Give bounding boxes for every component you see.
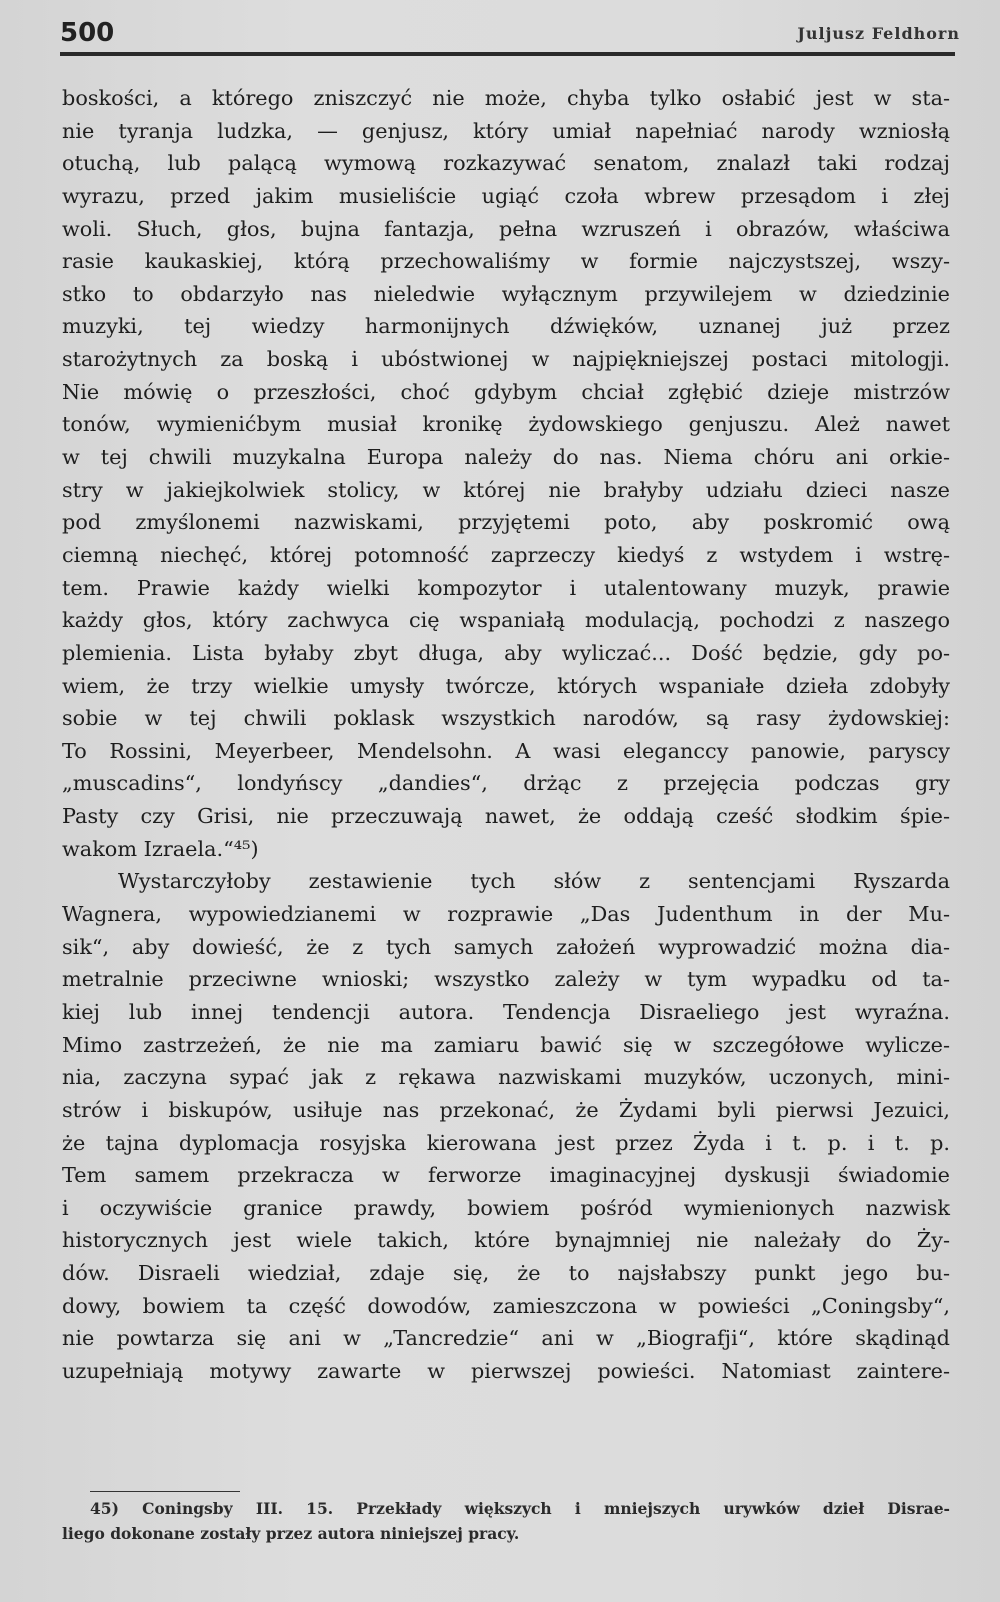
- body-line: stko to obdarzyło nas nieledwie wyłącznym przywilejem w dziedzinie: [62, 281, 950, 306]
- body-line: kiej lub innej tendencji autora. Tendencja Disraeliego jest wyraźna.: [62, 999, 950, 1024]
- body-line: historycznych jest wiele takich, które bynajmniej nie należały do Ży-: [62, 1228, 950, 1253]
- body-line: że tajna dyplomacja rosyjska kierowana jest przez Żyda i t. p. i t. p.: [62, 1130, 950, 1155]
- footnotes: [62, 1496, 950, 1546]
- body-line: nia, zaczyna sypać jak z rękawa nazwiskami muzyków, uczonych, mini-: [62, 1065, 950, 1090]
- body-line: wyrazu, przed jakim musieliście ugiąć czoła wbrew przesądom i złej: [62, 183, 950, 208]
- body-line: sik“, aby dowieść, że z tych samych założeń wyprowadzić można dia-: [62, 934, 950, 959]
- body-line: i oczywiście granice prawdy, bowiem pośród wymienionych nazwisk: [62, 1195, 950, 1220]
- running-head: Juljusz Feldhorn: [797, 24, 960, 43]
- body-line: Nie mówię o przeszłości, choć gdybym chciał zgłębić dzieje mistrzów: [62, 379, 950, 404]
- body-line: plemienia. Lista byłaby zbyt długa, aby wyliczać... Dość będzie, gdy po-: [62, 640, 950, 665]
- footnote-line: 45) Coningsby III. 15. Przekłady większych i mniejszych urywków dzieł Disrae-: [90, 1499, 950, 1518]
- body-line: wakom Izraela.“⁴⁵): [62, 836, 259, 861]
- body-line: uzupełniają motywy zawarte w pierwszej powieści. Natomiast zaintere-: [62, 1358, 950, 1383]
- body-text: [62, 82, 950, 1388]
- body-line: pod zmyślonemi nazwiskami, przyjętemi poto, aby poskromić ową: [62, 510, 950, 535]
- body-line: muzyki, tej wiedzy harmonijnych dźwięków, uznanej już przez: [62, 314, 950, 339]
- body-line: dów. Disraeli wiedział, zdaje się, że to najsłabszy punkt jego bu-: [62, 1261, 950, 1286]
- body-line: strów i biskupów, usiłuje nas przekonać, że Żydami byli pierwsi Jezuici,: [62, 1097, 950, 1122]
- body-line: ciemną niechęć, której potomność zaprzeczy kiedyś z wstydem i wstrę-: [62, 542, 950, 567]
- body-line: wiem, że trzy wielkie umysły twórcze, których wspaniałe dzieła zdobyły: [62, 673, 950, 698]
- body-line: Wagnera, wypowiedzianemi w rozprawie „Das Judenthum in der Mu-: [62, 902, 950, 927]
- body-line: To Rossini, Meyerbeer, Mendelsohn. A wasi eleganccy panowie, paryscy: [62, 738, 950, 763]
- body-line: Pasty czy Grisi, nie przeczuwają nawet, że oddają cześć słodkim śpie-: [62, 804, 950, 829]
- body-line: Mimo zastrzeżeń, że nie ma zamiaru bawić się w szczegółowe wylicze-: [62, 1032, 950, 1057]
- header-rule: [60, 52, 955, 56]
- body-line: boskości, a którego zniszczyć nie może, chyba tylko osłabić jest w sta-: [62, 86, 950, 110]
- page-header: [60, 16, 960, 56]
- footnote-rule: [90, 1491, 240, 1492]
- body-line: „muscadins“, londyńscy „dandies“, drżąc z przejęcia podczas gry: [62, 771, 950, 796]
- body-line: tonów, wymienićbym musiał kronikę żydowskiego genjuszu. Ależ nawet: [62, 412, 950, 437]
- paragraph-start-line: Wystarczyłoby zestawienie tych słów z sentencjami Ryszarda: [118, 869, 950, 894]
- body-line: metralnie przeciwne wnioski; wszystko zależy w tym wypadku od ta-: [62, 967, 950, 992]
- body-line: woli. Słuch, głos, bujna fantazja, pełna wzruszeń i obrazów, właściwa: [62, 216, 950, 241]
- body-line: rasie kaukaskiej, którą przechowaliśmy w formie najczystszej, wszy-: [62, 249, 950, 274]
- body-line: każdy głos, który zachwyca cię wspaniałą modulacją, pochodzi z naszego: [62, 608, 950, 633]
- body-line: stry w jakiejkolwiek stolicy, w której nie brałyby udziału dzieci nasze: [62, 477, 950, 502]
- body-line: tem. Prawie każdy wielki kompozytor i utalentowany muzyk, prawie: [62, 575, 950, 600]
- body-line: nie tyranja ludzka, — genjusz, który umiał napełniać narody wzniosłą: [62, 118, 950, 143]
- body-line: sobie w tej chwili poklask wszystkich narodów, są rasy żydowskiej:: [62, 706, 950, 731]
- footnote-line: liego dokonane zostały przez autora niniejszej pracy.: [62, 1524, 520, 1543]
- body-line: dowy, bowiem ta część dowodów, zamieszczona w powieści „Coningsby“,: [62, 1293, 950, 1318]
- body-line: Tem samem przekracza w ferworze imaginacyjnej dyskusji świadomie: [62, 1163, 950, 1188]
- body-line: nie powtarza się ani w „Tancredzie“ ani w „Biografji“, które skądinąd: [62, 1326, 950, 1351]
- page-number: 500: [60, 18, 115, 48]
- body-line: w tej chwili muzykalna Europa należy do nas. Niema chóru ani orkie-: [62, 445, 950, 470]
- body-line: otuchą, lub palącą wymową rozkazywać senatom, znalazł taki rodzaj: [62, 151, 950, 176]
- body-line: starożytnych za boską i ubóstwionej w najpiękniejszej postaci mitologji.: [62, 347, 950, 372]
